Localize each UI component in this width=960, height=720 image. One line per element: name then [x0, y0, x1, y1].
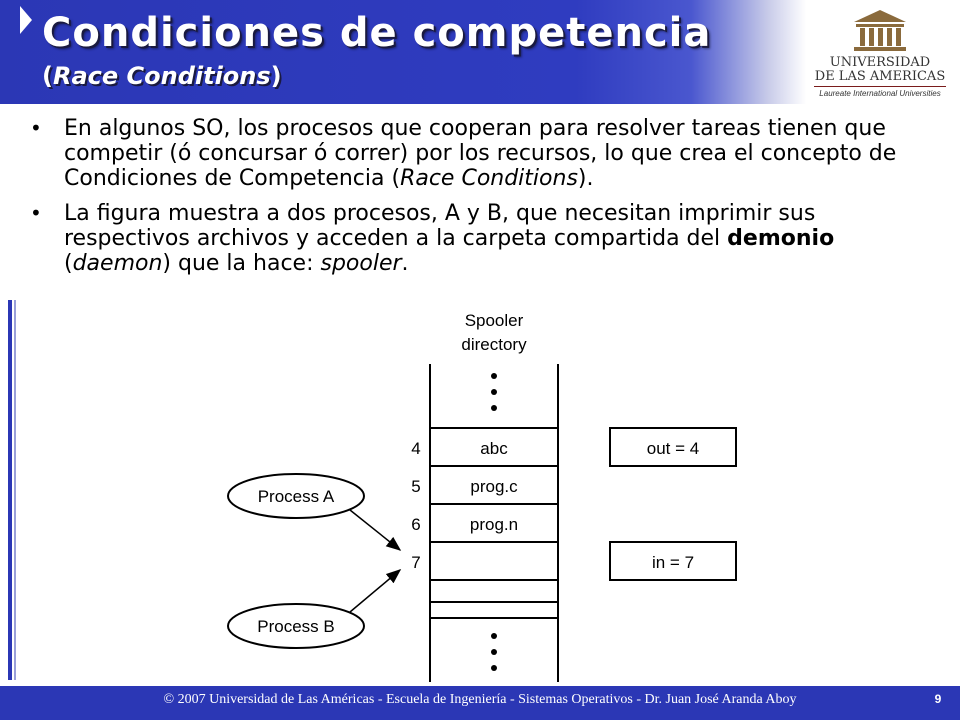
bullet-text: La figura muestra a dos procesos, A y B, que necesitan imprimir sus respectivos archivos y acceden a la carpeta compartida del demonio (daemon) que la hace: spooler. — [64, 201, 835, 276]
slot-content: abc — [480, 439, 508, 458]
spooler-diagram — [220, 306, 760, 686]
ellipsis-dot — [491, 389, 497, 395]
university-temple-icon — [850, 8, 910, 54]
left-rule — [8, 300, 12, 680]
process-a-arrow — [350, 510, 400, 550]
slide-subtitle: (Race Conditions) — [42, 62, 282, 90]
bullet-item — [30, 116, 930, 191]
spooler-heading-line1: Spooler — [464, 311, 524, 330]
slot-index: 5 — [411, 477, 421, 496]
university-logo — [810, 8, 950, 98]
in-pointer-label: in = 7 — [651, 553, 695, 572]
process-b-arrow — [350, 570, 400, 612]
ellipsis-dot — [491, 405, 497, 411]
logo-text-line2: DE LAS AMERICAS — [814, 69, 946, 84]
title-marker-icon — [20, 6, 32, 34]
process-b-label: Process B — [257, 617, 335, 636]
process-a-label: Process A — [257, 487, 335, 506]
slot-index: 7 — [411, 553, 421, 572]
footer-text: © 2007 Universidad de Las Américas - Escuela de Ingeniería - Sistemas Operativos - Dr. Juan José Aranda Aboy — [163, 692, 797, 707]
slot-content: prog.c — [470, 477, 518, 496]
slot-index: 6 — [411, 515, 421, 534]
bullet-item — [30, 201, 930, 276]
slide-title: Condiciones de competencia — [42, 10, 712, 56]
slot-content: prog.n — [469, 515, 519, 534]
logo-tagline: Laureate International Universities — [819, 89, 941, 98]
ellipsis-dot — [491, 633, 497, 639]
bullet-dot-icon: • — [30, 116, 42, 140]
logo-text-line1: UNIVERSIDAD — [829, 55, 931, 70]
left-rule-light — [14, 300, 16, 680]
slot-index: 4 — [411, 439, 421, 458]
spooler-heading-line2: directory — [461, 335, 527, 354]
page-number: 9 — [934, 692, 942, 706]
bullet-list — [30, 116, 930, 286]
out-pointer-label: out = 4 — [646, 439, 700, 458]
ellipsis-dot — [491, 373, 497, 379]
ellipsis-dot — [491, 665, 497, 671]
bullet-text: En algunos SO, los procesos que cooperan para resolver tareas tienen que competir (ó concursar ó correr) por los recursos, lo que crea el concepto de Condiciones de Competencia (Race Conditions). — [64, 116, 897, 191]
bullet-dot-icon: • — [30, 201, 42, 225]
logo-divider — [814, 86, 946, 87]
ellipsis-dot — [491, 649, 497, 655]
